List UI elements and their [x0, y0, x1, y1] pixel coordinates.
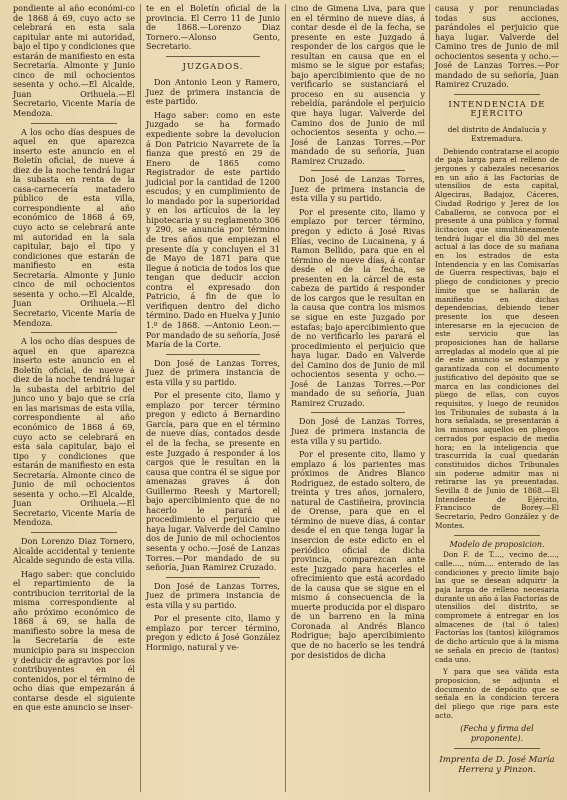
notice-body: Por el presente cito, llamo y emplazo á los parientes mas próximos de Andres Blanco Rodriguez, de estado soltero, de treinta y tres años, jornalero, natural de Castiñeira, provincia de Orense, para que en el término de nueve días, á contar desde el en que tenga lugar la insercion de este edicto en el periódico oficial de dicha provincia, comparezcan ante este Juzgado para hacerles el ofrecimiento que está acordado de la causa que se sigue en el mismo á consecuencia de la muerte producida por el disparo de un barreno en la mina Coronada al Andrés Blanco Rodrigue; bajo apercibimiento que de no hacerlo se les tendrá por desistidos de dicha [291, 449, 425, 660]
separator [31, 532, 116, 533]
notice-header: Don José de Lanzas Torres, Juez de primera instancia de esta villa y su partido. [291, 174, 425, 204]
column-rule [429, 4, 430, 792]
column-rule [285, 4, 286, 792]
notice-continuation: pondiente al año económi-co de 1868 á 69, cuyo acto se celebrará en esta sala capitular ante mi autoridad, bajo el tipo y condiciones que estarán de manifiesto en esta Secretaría. Almonte y Junio cinco de mil ochocientos sesenta y ocho.—El Alcalde, Juan Orihuela.—El Secretario, Vicente María de Mendoza. [13, 4, 135, 119]
separator [311, 170, 405, 171]
notice-continuation: cino de Gimena Liva, para que en el término de nueve días, á contar desde el de la fecha, se presente en este Juzgado á responder de los cargos que le resultan en causa que en el mismo se le sigue por estafas; bajo apercibimiento que de no verificarlo se sustanciará el proceso en su ausencia y rebeldía, parándole el perjuicio que haya lugar. Valverde del Camino dos de Junio de mil ochocientos sesenta y ocho.—José de Lanzas Torres.—Por mandado de su señoría, Juan Ramirez Cruzado. [291, 4, 425, 166]
notice-continuation: causa y por renunciadas todas sus acciones, parándoles el perjuicio que haya lugar. Valverde del Camino tres de Junio de mil ochocientos sesenta y ocho.—José de Lanzas Torres.—Por mandado de su señoría, Juan Ramirez Cruzado. [435, 4, 559, 90]
notice-header: Don José de Lanzas Torres, Juez de primera instancia de esta villa y su partido. [291, 416, 425, 446]
separator [311, 412, 405, 413]
notice-body: Debiendo contratarse el acopio de paja larga para el relleno de jergones y cabezales necesarios en un año á las Factorías de utensilios de esta capital, Algeciras, Badajoz, Cáceres, Ciudad Rodrigo y Jerez de los Caballeros, se convoca por el presente á una pública y formal licitacion que simultáneamente tendrá lugar el dia 30 del mes actual á las doce de su mañana en los estrados de esta Intendencia y en las Comisarías de Guerra respectivas, bajo el pliego de condiciones y precio límite que se hallarán de manifiesto en dichas dependencias, debiendo tener presente los que deseen interesarse en la ejecucion de este servicio que las proposiciones han de hallarse arregladas al modelo que al pie de este anuncio se estampa y garantizada con el documento justificativo del depósito que se marca en las condiciones del pliego de ellas, con cuyos requisitos, y luego de reunidos los Tribunales de subasta á la hora señalada, se presentarán á los mismos aquellos en pliegos cerrados por espacio de media hora; en la inteligencia que trascurrida la cual quedarán constituidos dichos Tribunales sin poderse admitir mas ni retirarse las ya presentadas. Sevilla 8 de Junio de 1868.—El Intendente de Ejército, Francisco de Borey.—El Secretario, Pedro González y de Montes. [435, 146, 559, 530]
section-heading-juzgados: JUZGADOS. [182, 61, 244, 72]
separator [31, 123, 116, 124]
column-3 [288, 4, 428, 794]
notice-header: Don José de Lanzas Torres, Juez de primera instancia de esta villa y su partido. [146, 357, 280, 387]
notice-rushes: A los ocho días despues de aquel en que aparezca inserto este anuncio en el Boletín oficial, de nueve á diez de la noche tendrá lugar la subasta del arbitrio del junco uno y bajo que se cría en las marismas de esta villa, correspondiente al año económico de 1868 á 69, cuyo acto se celebrará en esta sala capitular, bajo el tipo y condiciones que estarán de manifiesto en esta Secretaría. Almonte cinco de Junio de mil ochocientos sesenta y ocho.—El Alcalde, Juan Orihuela.—El Secretario, Vicente María de Mendoza. [13, 336, 135, 528]
column-4 [432, 4, 562, 794]
signature-line: (Fecha y firma del proponente). [460, 724, 534, 743]
model-body: Don F. de T...., vecino de...., calle...., núm.... enterado de las condiciones y precio límite bajo las que se desean adquirir la paja larga de relleno necesaria durante un año á las Factorías de utensilios del distrito, se compromete á entregar en los almacenes de (tal ó tales) Factorías los (tantos) kilógramos de dicho artículo que á la misma se señala en precio de (tantos) cada uno. [435, 550, 559, 664]
separator [166, 577, 260, 578]
section-subheading: del distrito de Andalucía y Extremadura. [447, 125, 547, 143]
separator [31, 332, 116, 333]
notice-header: Don Antonio Leon y Ramero, Juez de primera instancia de este partido. [146, 77, 280, 107]
column-1 [10, 4, 138, 794]
section-heading-intendencia: INTENDENCIA DE EJÉRCITO [448, 99, 546, 120]
notice-body: Por el presente cito, llamo y emplazo por tercer término, pregon y edicto á José Rivas Elías, vecino de Lucainena, y á Ramon Bellido, para que en el término de nueve días, á contar desde el de la fecha, se presenten en la cárcel de esta cabeza de partido á responder de los cargos que le resultan en la causa que contra los mismos se sigue en este Juzgado por estafas; bajo apercibimiento que de no verificarlo les parará el procedimiento el perjuicio que haya lugar. Dado en Valverde del Camino dos de Junio de mil ochocientos sesenta y ocho.—José de Lanzas Torres.—Por mandado de su señoría, Juan Ramirez Cruzado. [291, 206, 425, 408]
separator [166, 56, 260, 57]
separator [166, 354, 260, 355]
notice-body: Por el presente cito, llamo y emplazo por tercer término pregon y edicto á Bernardino García, para que en el término de nueve días, contados desde el de la fecha, se presente en este Juzgado á responder á los cargos que le resultan en la causa que contra él se sigue por amenazas graves á don Guillermo Reesh y Martorell; bajo apercibimiento que de no hacerlo le parará el procedimiento el perjuicio que haya lugar. Valverde del Camino dos de Junio de mil ochocientos sesenta y ocho.—José de Lanzas Torres.—Por mandado de su señoría, Juan Ramirez Cruzado. [146, 390, 280, 573]
notice-header: Don Lorenzo Diaz Tornero, Alcalde accidental y teniente Alcalde segundo de esta villa. [13, 535, 135, 566]
column-rule [140, 4, 141, 792]
notice-body: Por el presente cito, llamo y emplazo por tercer término, pregon y edicto á José González Hormigo, natural y ve- [146, 613, 280, 652]
notice-slaughterhouse: A los ocho días despues de aquel en que aparezca inserto este anuncio en el Boletín oficial, de nueve á diez de la noche tendrá lugar la subasta en renta de la casa-carnecería matadero público de esta villa, correspondiente al año económico de 1868 á 69, cuyo acto se celebrará ante mi autoridad en la sala capitular, bajo el tipo y condiciones que estarán de manifiesto en esta Secretaría. Almonte y Junio cinco de mil ochocientos sesenta y ocho.—El Alcalde, Juan Orihuela.—El Secretario, Vicente María de Mendoza. [13, 126, 135, 328]
notice-body: Hago saber: como en este Juzgado se ha formado expediente sobre la devolucion á Don Patricio Navarrete de la fianza que prestó en 29 de Enero de 1865 como Registrador de este partido judicial por la cantidad de 1200 escudos; y en cumplimiento de lo mandado por la superioridad y en los artículos de la ley hipotecaria y su reglamento 306 y 290, se anuncia por término de tres años que empiezan el presente día y concluyen el 31 de Mayo de 1871 para que llegue á noticia de todos los que tengan que deducir accion contra el expresado don Patricio, á fin de que lo verifiquen dentro del dicho término. Dado en Huelva y Junio 1.º de 1868. —Antonio Leon.—Por mandado de su señoría, José María de la Corte. [146, 109, 280, 350]
notice-header: Don José de Lanzas Torres, Juez de primera instancia de esta villa y su partido. [146, 580, 280, 610]
column-2 [143, 4, 283, 794]
separator [454, 748, 541, 749]
model-heading: Modelo de proposicion. [449, 539, 545, 549]
notice-body: Hago saber: que concluido el repartimiento de la contribucion territorial de la misma correspondiente al año próximo económico de 1868 á 69, se halla de manifiesto sobre la mesa de la Secretaría de este municipio para su inspeccion y deducir de agravios por los contribuyentes en él contenidos, por el término de ocho días que empezarán á contarse desde el siguiente en que este anuncio se inser- [13, 568, 135, 713]
model-body: Y para que sea válida esta proposicion, se adjunta el documento de depósito que se señala en la condicion tercera del pliego que rige para este acto. [435, 667, 559, 720]
separator [454, 535, 541, 536]
separator [454, 94, 541, 95]
printer-imprint: Imprenta de D. José María Herrera y Pinzon. [439, 754, 555, 775]
notice-continuation: te en el Boletín oficial de la provincia. El Cerro 11 de Junio de 1868.—Lorenzo Diaz Tornero.—Alonso Gento, Secretario. [146, 4, 280, 52]
